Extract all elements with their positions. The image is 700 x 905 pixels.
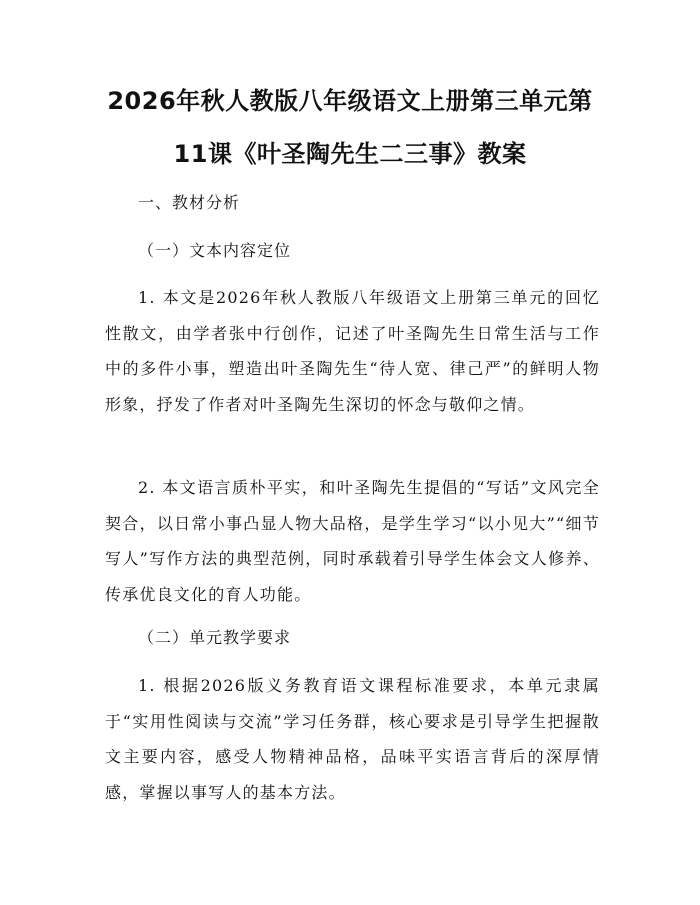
subsection-heading-text-positioning: （一）文本内容定位: [138, 241, 292, 260]
paragraph-unit-requirements-1: 1. 根据2026版义务教育语文课程标准要求，本单元隶属于“实用性阅读与交流”学习任务群，核心要求是引导学生把握散文主要内容，感受人物精神品格，品味平实语言背后的深厚情感，掌握以事写人的基本方法。: [105, 676, 600, 802]
paragraph-text-positioning-2: 2. 本文语言质朴平实，和叶圣陶先生提倡的“写话”文风完全契合，以日常小事凸显人物大品格，是学生学习“以小见大”“细节写人”写作方法的典型范例，同时承载着引导学生体会文人修养、传承优良文化的育人功能。: [105, 478, 600, 604]
document-title-line-2: 11课《叶圣陶先生二三事》教案: [173, 140, 527, 168]
paragraph-text-positioning-1: 1. 本文是2026年秋人教版八年级语文上册第三单元的回忆性散文，由学者张中行创作，记述了叶圣陶先生日常生活与工作中的多件小事，塑造出叶圣陶先生“待人宽、律己严”的鲜明人物形象，抒发了作者对叶圣陶先生深切的怀念与敬仰之情。: [105, 288, 600, 414]
subsection-heading-unit-requirements: （二）单元教学要求: [138, 628, 292, 647]
section-heading-teaching-material-analysis: 一、教材分析: [138, 193, 241, 212]
document-title-line-1: 2026年秋人教版八年级语文上册第三单元第: [107, 87, 593, 115]
